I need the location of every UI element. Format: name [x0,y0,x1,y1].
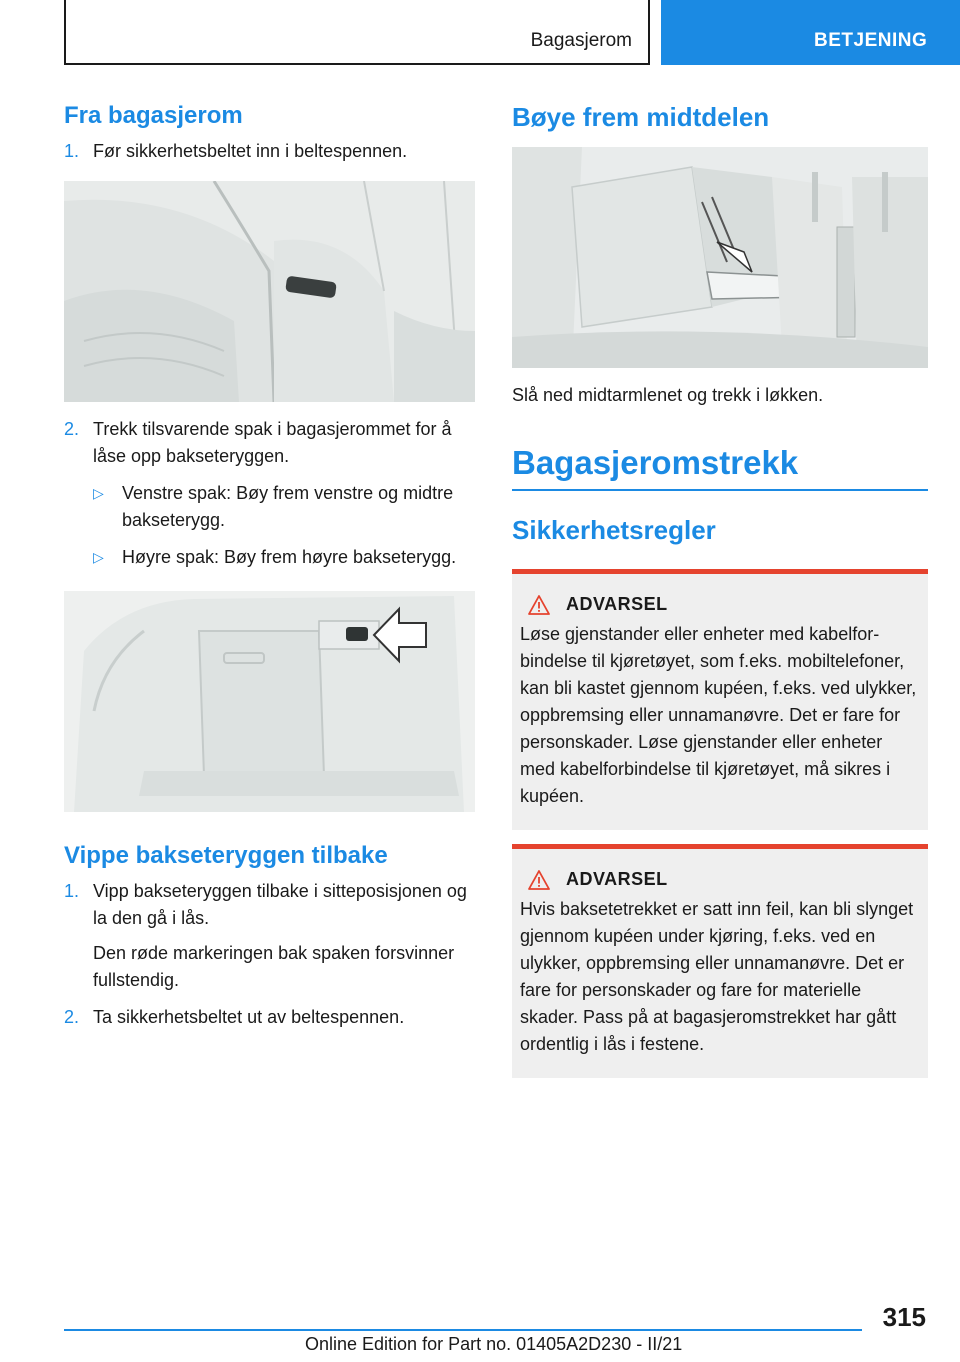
bullet-item [93,544,475,571]
middle-section-illustration [512,147,928,368]
header-section-box [64,0,650,65]
header-section-title: Bagasjerom [530,30,632,51]
middle-section-image [512,147,928,368]
heading-vippe-bakseteryggen: Vippe bakseteryggen tilbake [64,842,388,869]
heading-bagasjeromstrekk: Bagasjeromstrekk [512,443,928,491]
step-1 [64,138,475,165]
step-2 [64,416,475,470]
warning-box [512,844,928,1078]
footer-edition: Online Edition for Part no. 01405A2D230 - II/21 [305,1334,683,1354]
heading-boye-frem-midtdelen: Bøye frem midtdelen [512,102,770,132]
bullet-item [93,480,475,534]
step-text: Trekk tilsvarende spak i bagasjerommet for å låse opp bakseteryggen. [93,419,452,466]
left-column [64,100,475,1031]
header-chapter-tab: BETJENING [661,0,960,65]
trunk-lever-illustration [64,591,475,812]
warning-triangle-icon [528,870,550,890]
step-text: Før sikkerhetsbeltet inn i beltespennen. [93,141,408,161]
step-note: Den røde markeringen bak spaken forsvinner fullstendig. [93,943,455,990]
page-number: 315 [882,1302,926,1332]
image-caption: Slå ned midtarmlenet og trekk i løkken. [512,385,824,405]
warning-box [512,569,928,830]
heading-fra-bagasjerom: Fra bagasjerom [64,102,243,129]
warning-text: Hvis baksetetrekket er satt inn feil, kan bli slynget gjennom kupéen under kjøring, f.eks. ved en ulykker, oppbremsing eller unnamanøvre. Det er fare for personskader og fare for materielle skader. Pass på at bagasjeromstrekket har gått ordentlig i lås i festene. [520,899,914,1054]
step-number: 2. [64,1007,80,1027]
triangle-bullet-icon: ▷ [93,485,104,501]
warning-title-text: ADVARSEL [566,594,668,614]
warning-text: Løse gjenstander eller enheter med kabelforbindelse til kjøretøyet, som f.eks. mobiltelefoner, kan bli kastet gjennom kupéen, f.eks. ved ulykker, oppbremsing eller unnamanøvre. Det er fare for personskader. Løse gjenstander eller enheter med kabelforbindelse til kjøretøyet, må sikres i kupéen. [520,624,917,806]
step-2 [64,1004,475,1031]
step-1 [64,878,475,994]
bullet-text: Høyre spak: Bøy frem høyre bakseterygg. [122,547,457,567]
triangle-bullet-icon: ▷ [93,549,104,565]
warning-title-text: ADVARSEL [566,869,668,889]
warning-title [520,594,920,615]
step-number: 1. [64,141,80,161]
warning-triangle-icon [528,595,550,615]
trunk-lever-image [64,591,475,812]
seat-lever-illustration [64,181,475,402]
warning-title [520,869,920,890]
step-text: Ta sikkerhetsbeltet ut av beltespennen. [93,1007,405,1027]
step-number: 1. [64,881,80,901]
step-text: Vipp bakseteryggen tilbake i sitteposisjonen og la den gå i lås. [93,881,467,928]
footer-divider [64,1329,862,1331]
step-number: 2. [64,419,80,439]
bullet-text: Venstre spak: Bøy frem venstre og midtre bakseterygg. [122,483,454,530]
seat-lever-image [64,181,475,402]
bullet-list [64,480,475,571]
heading-sikkerhetsregler: Sikkerhetsregler [512,515,716,545]
right-column [512,100,928,1078]
